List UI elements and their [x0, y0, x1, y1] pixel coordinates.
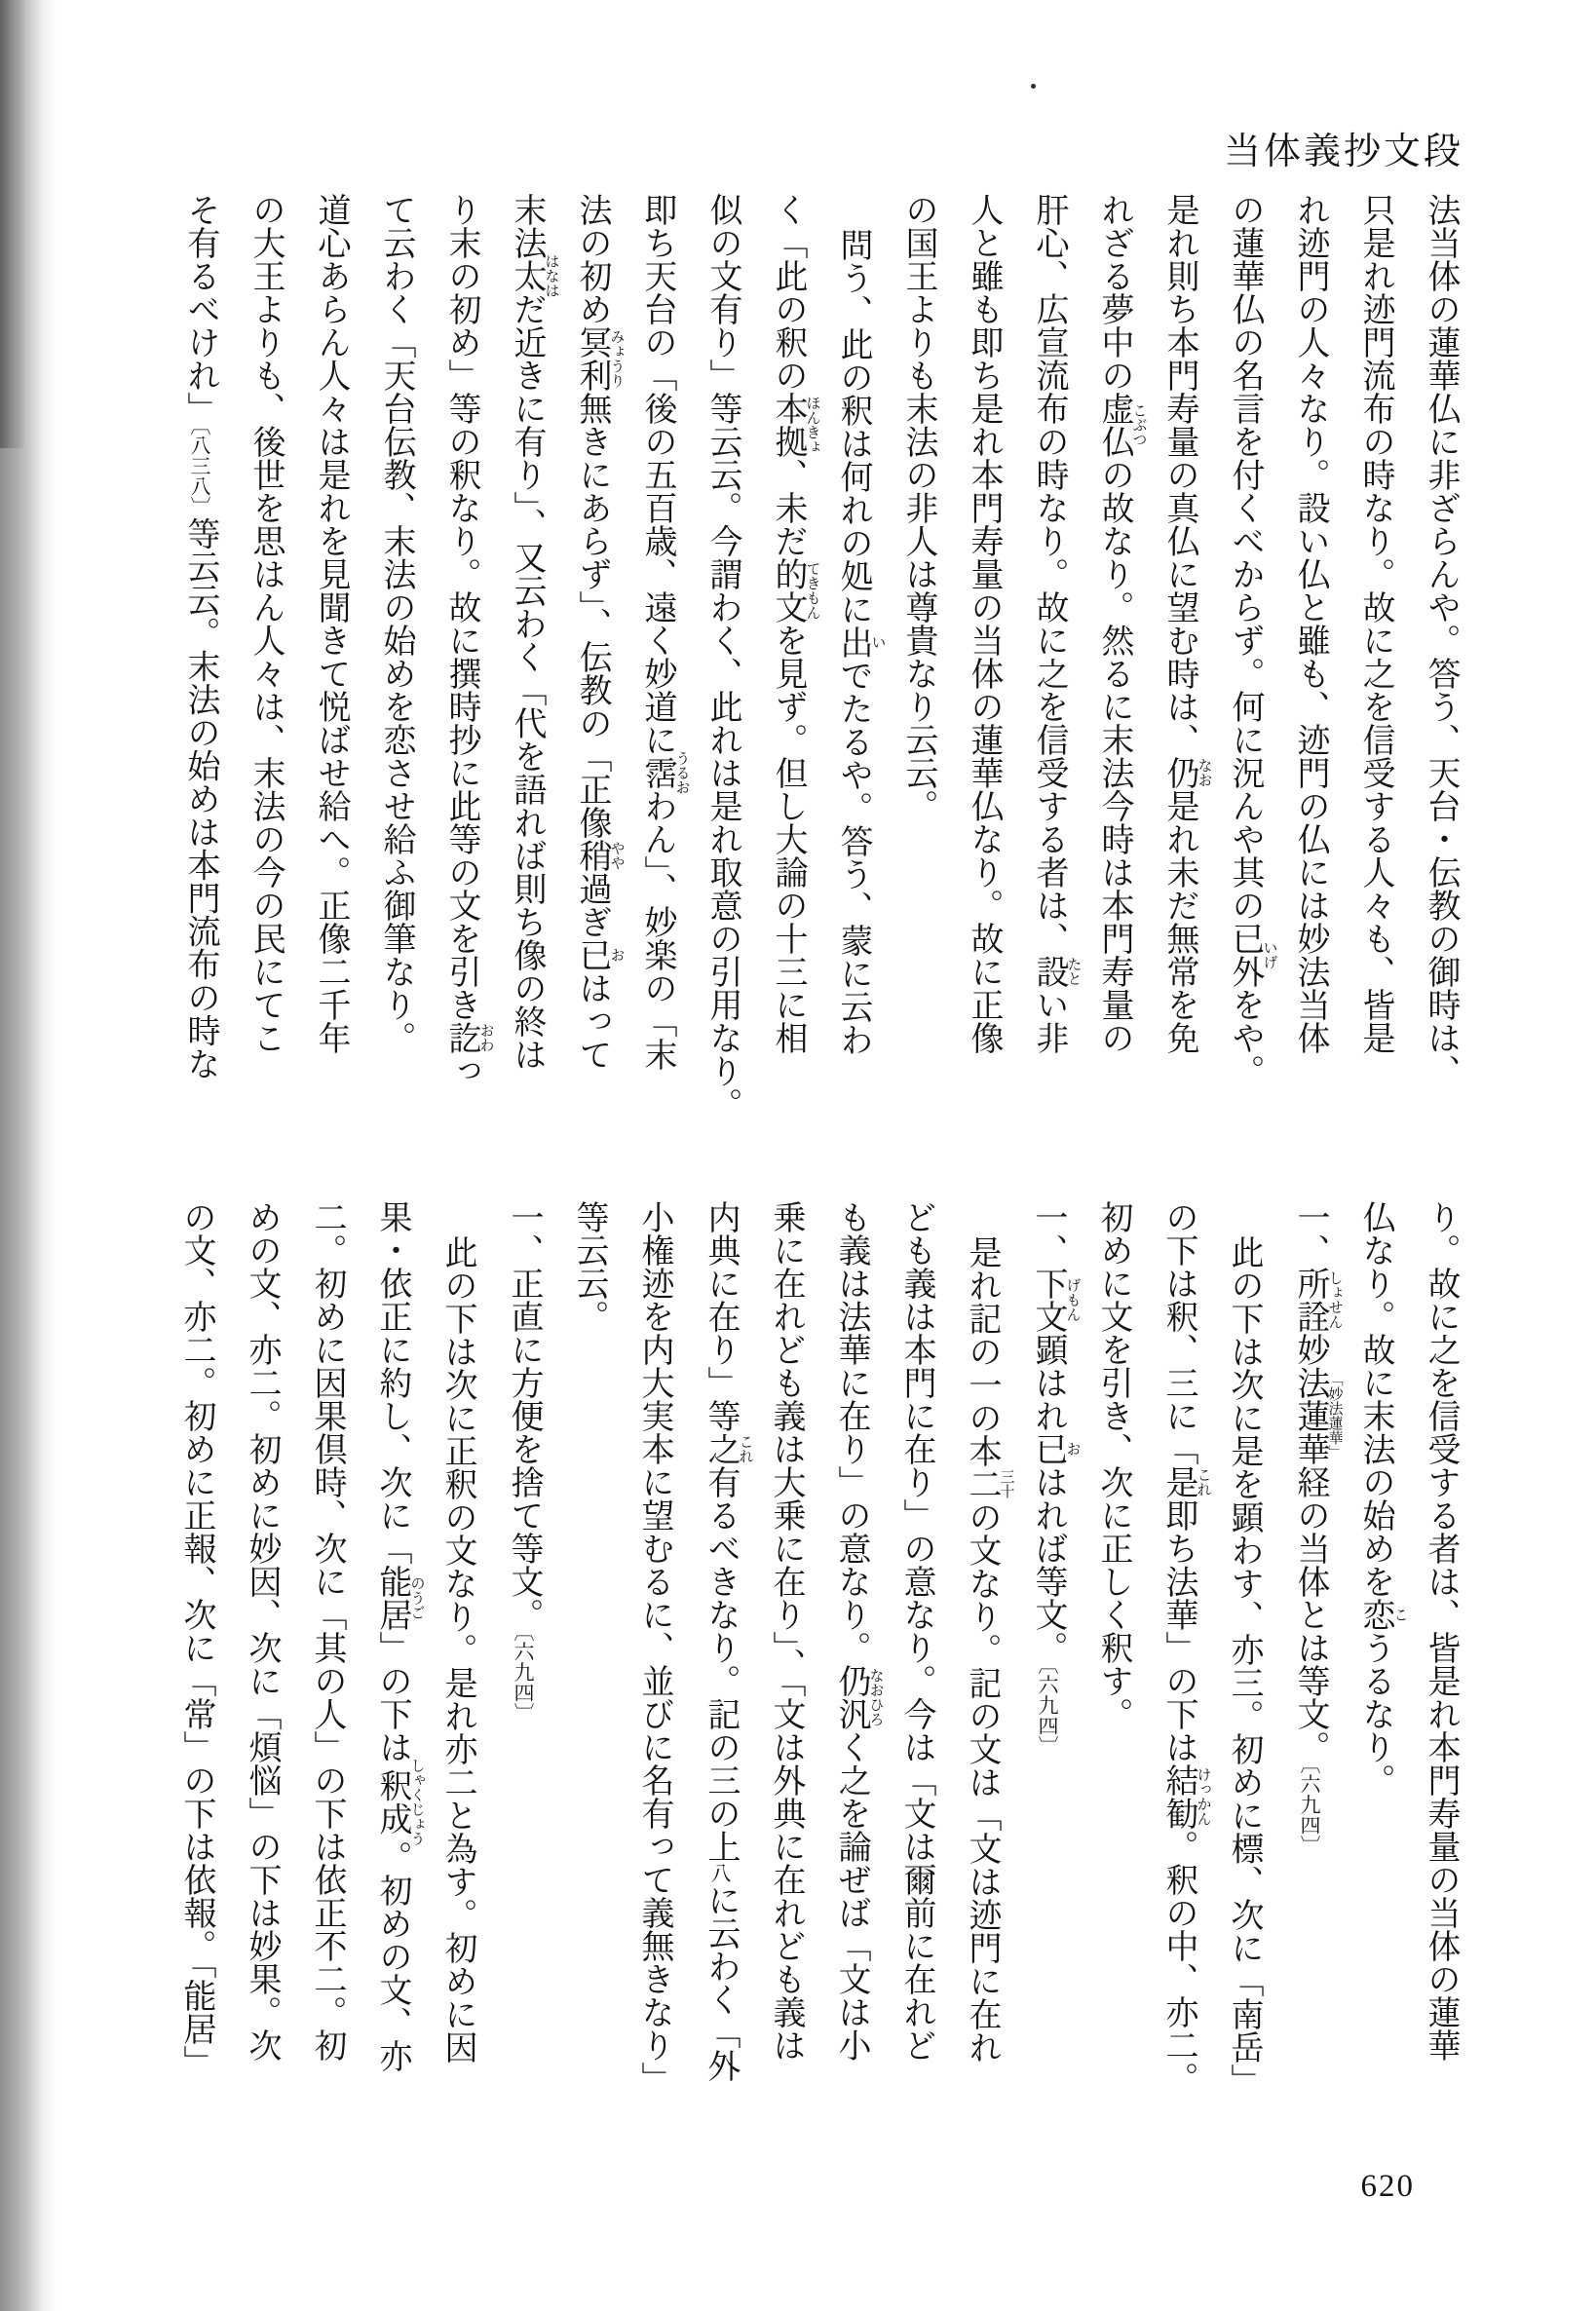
ruby-annotated-text: 仍なお — [1161, 756, 1212, 789]
text-column: り。故に之を信受する者は、皆是れ本門寿量の当体の蓮華 — [1423, 1200, 1459, 2062]
text-column: 果・依正に約し、次に「能居のうご」の下は釈成しゃくじょう。初めの文、亦 — [374, 1200, 425, 2072]
ruby-annotated-text: 霑うるお — [639, 750, 690, 795]
text-column: 問う、此の釈は何れの処に出いでたるや。答う、蒙に云わ — [835, 228, 886, 1056]
text-column: 肝心、広宣流布の時なり。故に之を信受する者は、設たとい非 — [1031, 193, 1082, 1054]
ruby-annotated-text: 釈成しゃくじょう — [374, 1758, 425, 1846]
ruby-annotated-text: 冥利みょうり — [574, 325, 625, 392]
small-reference-text: 〔六九四〕 — [1298, 1763, 1321, 1856]
ruby-annotated-text: 之これ — [703, 1432, 753, 1465]
text-column: 一、下文げもん顕はれ已おはれば等文。〔六九四〕 — [1030, 1200, 1081, 1757]
text-column: れ迹門の人々なり。設い仏と雖も、迹門の仏には妙法当体 — [1292, 193, 1328, 1054]
text-column: めの文、亦二。初めに妙因、次に「煩悩」の下は妙果。次 — [244, 1200, 280, 2062]
ruby-annotated-text: 能居のうご — [374, 1565, 425, 1631]
small-reference-text: 〔六九四〕 — [512, 1631, 535, 1724]
ruby-annotated-text: 稍やや — [574, 839, 625, 872]
text-column: 人と雖も即ち是れ本門寿量の当体の蓮華仏なり。故に正像 — [966, 193, 1002, 1054]
text-column: 道心あらん人々は是れを見聞きて悦ばせ給へ。正像二千年 — [313, 193, 349, 1054]
text-column: の国王よりも末法の非人は尊貴なり云云。 — [900, 193, 936, 822]
ruby-annotated-text: 虚仏こぶつ — [1096, 392, 1147, 458]
scan-speck — [1031, 84, 1036, 89]
small-reference-text: 〔八三八〕 — [188, 425, 211, 517]
small-reference-text: 〔六九四〕 — [1036, 1664, 1059, 1757]
page-number: 620 — [1360, 2169, 1415, 2204]
small-reference-text: 八 — [708, 1863, 732, 1883]
ruby-annotated-text: 恋こ — [1357, 1598, 1408, 1631]
text-column: 似の文有り」等云云。今謂わく、此れは是れ取意の引用なり。 — [704, 193, 741, 1120]
ruby-annotated-text: 結勧けっかん — [1160, 1763, 1211, 1830]
ruby-annotated-text: 已外いげ — [1227, 922, 1277, 988]
text-column: れざる夢中の虚仏こぶつの故なり。然るに末法今時は本門寿量の — [1096, 193, 1147, 1054]
text-column: の文、亦二。初めに正報、次に「常」の下は依報。「能居」 — [178, 1200, 214, 2078]
ruby-annotated-text: 所詮しょせん — [1292, 1267, 1343, 1333]
ruby-annotated-text: 仍汎なおひろ — [833, 1664, 884, 1730]
text-column: ども義は本門に在り」の意なり。今は「文は爾前に在れど — [898, 1200, 934, 2062]
page-title: 当体義抄文段 — [1223, 132, 1463, 172]
text-column: も義は法華に在り」の意なり。仍汎なおひろく之を論ぜば「文は小 — [833, 1200, 884, 2062]
text-column: の下は釈、三に「是これ即ち法華」の下は結勧けっかん。釈の中、亦二。 — [1160, 1200, 1211, 2095]
ruby-annotated-text: 太はなは — [509, 253, 559, 298]
text-column: 是れ則ち本門寿量の真仏に望む時は、仍なお是れ未だ無常を免 — [1161, 193, 1212, 1054]
text-column: り末の初め」等の釈なり。故に撰時抄に此等の文を引き訖おわっ — [443, 193, 494, 1087]
text-column: 小権迹を内大実本に望むるに、並びに名有って義無きなり」 — [636, 1200, 672, 2095]
text-block-top — [162, 193, 1473, 1120]
ruby-annotated-text: 已お — [574, 938, 625, 971]
text-column: 法当体の蓮華仏に非ざらんや。答う、天台・伝教の御時は、 — [1423, 193, 1459, 1087]
text-column: の蓮華仏の名言を付くべからず。何に況んや其の已外いげをや。 — [1227, 193, 1277, 1087]
scan-gutter-streak — [0, 0, 25, 448]
text-column: 此の下は次に正釈の文なり。是れ亦二と為す。初めに因 — [439, 1235, 475, 2064]
text-column: 一、所詮しょせん妙法蓮華経「妙法蓮華」の当体とは等文。〔六九四〕 — [1292, 1200, 1343, 1856]
text-column: 二。初めに因果倶時、次に「其の人」の下は依正不二。初 — [309, 1200, 345, 2062]
ruby-annotated-text: 訖おわ — [443, 1021, 494, 1054]
text-column: 内典に在り」等之これ有るべきなり。記の三の上八に云わく「外 — [703, 1200, 753, 2082]
ruby-annotated-text: 二三十 — [964, 1467, 1014, 1500]
ruby-annotated-text: 妙法蓮華経「妙法蓮華」 — [1292, 1333, 1343, 1498]
text-column: 乗に在れども義は大乗に在り」、「文は外典に在れども義は — [768, 1200, 804, 2062]
ruby-annotated-text: 出い — [835, 625, 886, 659]
text-column: 末法太はなはだ近きに有り」、又云わく「代を語れば則ち像の終は — [509, 193, 559, 1071]
ruby-annotated-text: 的文てきもん — [770, 557, 820, 624]
text-column: 一、正直に方便を捨て等文。〔六九四〕 — [506, 1200, 542, 1724]
text-block-bottom — [162, 1200, 1473, 2167]
text-column: 此の下は次に是を顕わす、亦三。初めに標、次に「南岳」 — [1226, 1235, 1262, 2097]
text-column: 是れ記の一の本二三十の文なり。記の文は「文は迹門に在れ — [964, 1235, 1014, 2064]
ruby-annotated-text: 已お — [1030, 1432, 1081, 1465]
text-column: 仏なり。故に末法の始めを恋こうるなり。 — [1357, 1200, 1408, 1797]
text-column: て云わく「天台伝教、末法の始めを恋させ給ふ御筆なり。 — [378, 193, 414, 1054]
ruby-annotated-text: 是これ — [1160, 1465, 1211, 1498]
ruby-annotated-text: 本拠ほんきょ — [770, 392, 820, 458]
text-column: そ有るべけれ」〔八三八〕等云云。末法の始めは本門流布の時な — [182, 193, 218, 1080]
ruby-annotated-text: 設たと — [1031, 955, 1082, 988]
ruby-annotated-text: 下文げもん — [1030, 1267, 1081, 1333]
text-column: 法の初め冥利みょうり無きにあらず」、伝教の「正像稍やや過ぎ已おはって — [574, 193, 625, 1071]
text-column: く「此の釈の本拠ほんきょ、未だ的文てきもんを見ず。但し大論の十三に相 — [770, 193, 820, 1054]
text-column: 初めに文を引き、次に正しく釈す。 — [1095, 1200, 1131, 1730]
text-column: 等云云。 — [571, 1200, 607, 1333]
text-column: の大王よりも、後世を思はん人々は、末法の今の民にてこ — [247, 193, 284, 1054]
text-column: 即ち天台の「後の五百歳、遠く妙道に霑うるおわん」、妙楽の「末 — [639, 193, 690, 1071]
text-column: 只是れ迹門流布の時なり。故に之を信受する人々も、皆是 — [1357, 193, 1393, 1054]
